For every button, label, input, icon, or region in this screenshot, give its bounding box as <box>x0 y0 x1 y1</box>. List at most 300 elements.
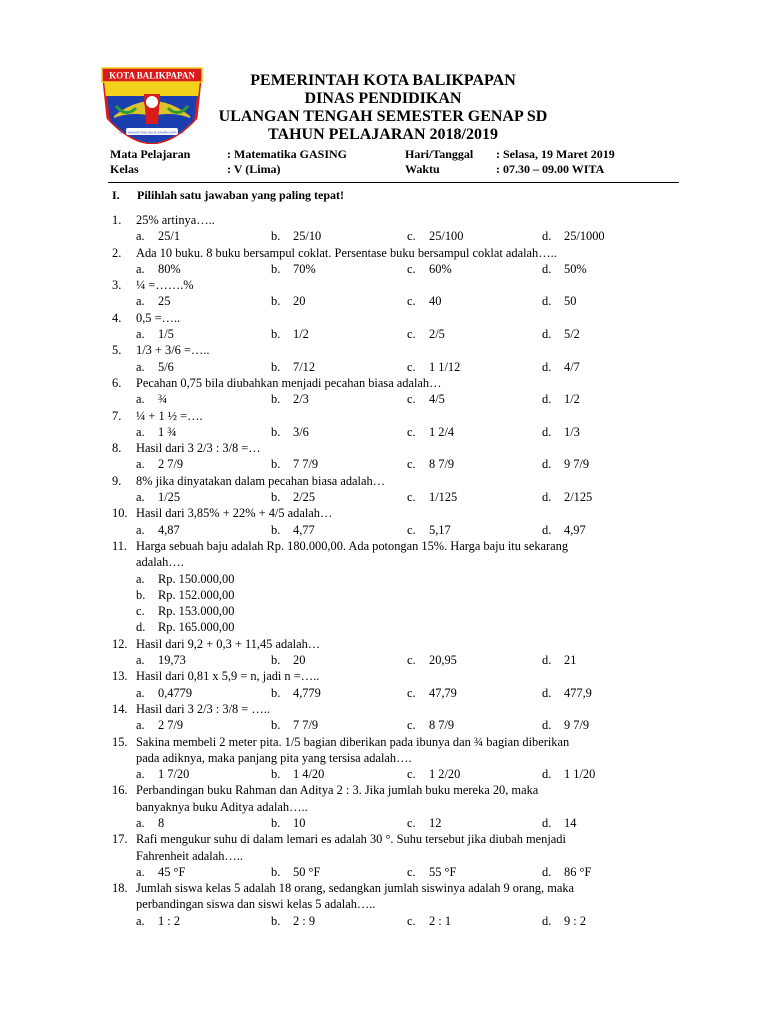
option-letter: a. <box>136 522 145 537</box>
option-text: 45 °F <box>158 864 186 879</box>
option-letter: a. <box>136 685 145 700</box>
option-letter: c. <box>407 653 416 668</box>
question-text: Hasil dari 3,85% + 22% + 4/5 adalah… <box>136 506 333 521</box>
question-text: Hasil dari 0,81 x 5,9 = n, jadi n =….. <box>136 669 320 684</box>
option-text: Rp. 165.000,00 <box>158 620 235 635</box>
option-text: 1 4/20 <box>293 767 325 782</box>
option-text: 7 7/9 <box>293 718 319 733</box>
answer-option <box>407 815 442 831</box>
answer-option <box>271 717 319 733</box>
answer-option <box>542 261 587 277</box>
option-text: 25/1 <box>158 229 181 244</box>
answer-option <box>407 522 451 538</box>
answer-option <box>136 359 174 375</box>
question-line <box>0 342 768 358</box>
answer-option <box>271 522 315 538</box>
question-text: Rafi mengukur suhu di dalam lemari es adalah 30 °. Suhu tersebut jika diubah menjadi <box>136 832 566 847</box>
option-letter: d. <box>542 229 552 244</box>
question-item <box>0 831 768 880</box>
answer-option <box>407 359 461 375</box>
class-value: : V (Lima) <box>227 162 281 176</box>
section-title: Pilihlah satu jawaban yang paling tepat! <box>137 188 345 202</box>
option-text: 2/5 <box>429 327 445 342</box>
option-letter: b. <box>271 685 281 700</box>
option-letter: c. <box>136 604 145 619</box>
option-letter: d. <box>542 490 552 505</box>
answer-option <box>136 766 190 782</box>
option-letter: b. <box>271 490 281 505</box>
header-line-3: ULANGAN TENGAH SEMESTER GENAP SD <box>218 108 548 125</box>
option-line <box>0 766 768 782</box>
answer-option <box>407 685 457 701</box>
answer-option <box>542 717 590 733</box>
option-text: 1 2/20 <box>429 767 461 782</box>
option-text: 4/5 <box>429 392 445 407</box>
option-text: 1 2/4 <box>429 424 455 439</box>
option-text: 1/5 <box>158 327 174 342</box>
answer-option <box>542 815 577 831</box>
question-item <box>0 440 768 473</box>
question-text: adalah…. <box>136 555 184 570</box>
option-text: 1 1/12 <box>429 359 461 374</box>
answer-option <box>271 815 306 831</box>
option-line <box>0 864 768 880</box>
question-item <box>0 277 768 310</box>
option-text: 2 : 1 <box>429 913 452 928</box>
question-number: 16. <box>112 783 128 798</box>
answer-option <box>407 717 455 733</box>
option-letter: a. <box>136 457 145 472</box>
option-letter: a. <box>136 767 145 782</box>
option-text: 25 <box>158 294 171 309</box>
option-letter: d. <box>542 718 552 733</box>
question-number: 9. <box>112 473 122 488</box>
option-letter: b. <box>271 767 281 782</box>
question-text: 25% artinya….. <box>136 213 215 227</box>
option-letter: b. <box>271 522 281 537</box>
answer-option <box>271 652 306 668</box>
question-line <box>0 831 768 847</box>
answer-option <box>136 261 181 277</box>
option-line <box>0 522 768 538</box>
option-letter: c. <box>407 815 416 830</box>
question-item <box>0 701 768 734</box>
option-text: 20 <box>293 294 306 309</box>
option-letter: c. <box>407 392 416 407</box>
answer-option <box>271 456 319 472</box>
answer-option <box>407 391 445 407</box>
question-line <box>0 277 768 293</box>
option-letter: d. <box>542 457 552 472</box>
option-letter: c. <box>407 490 416 505</box>
question-number: 7. <box>112 408 122 423</box>
date-label: Hari/Tanggal <box>405 147 474 161</box>
option-letter: d. <box>542 815 552 830</box>
option-text: Rp. 153.000,00 <box>158 604 235 619</box>
option-text: 50 <box>564 294 577 309</box>
question-item <box>0 473 768 506</box>
option-letter: a. <box>136 392 145 407</box>
option-letter: a. <box>136 864 145 879</box>
option-text: 20,95 <box>429 653 457 668</box>
answer-option <box>407 326 445 342</box>
question-text: Hasil dari 3 2/3 : 3/8 = ….. <box>136 701 270 716</box>
option-line <box>0 571 768 587</box>
option-text: 5/6 <box>158 359 174 374</box>
question-text: banyaknya buku Aditya adalah….. <box>136 799 308 814</box>
answer-option <box>136 293 171 309</box>
option-line <box>0 293 768 309</box>
logo-motto: GAWI MANUNTUNG WAJA SAMPAI KAPUTING <box>119 130 185 135</box>
question-number: 3. <box>112 278 122 293</box>
option-line <box>0 489 768 505</box>
option-letter: a. <box>136 424 145 439</box>
option-text: Rp. 150.000,00 <box>158 571 235 586</box>
question-item <box>0 342 768 375</box>
answer-option <box>407 293 442 309</box>
answer-option <box>542 864 592 880</box>
question-line <box>0 310 768 326</box>
option-letter: d. <box>542 653 552 668</box>
question-item <box>0 782 768 831</box>
option-letter: c. <box>407 261 416 276</box>
question-list <box>0 212 768 929</box>
logo-text: KOTA BALIKPAPAN <box>109 70 195 81</box>
question-item <box>0 212 768 245</box>
answer-option <box>271 228 322 244</box>
time-label: Waktu <box>405 162 440 176</box>
answer-option <box>542 522 586 538</box>
answer-option <box>136 522 180 538</box>
option-letter: a. <box>136 261 145 276</box>
option-letter: c. <box>407 685 416 700</box>
option-letter: b. <box>271 327 281 342</box>
option-letter: b. <box>271 718 281 733</box>
option-text: 50% <box>564 261 587 276</box>
answer-option <box>542 391 580 407</box>
option-text: 477,9 <box>564 685 592 700</box>
option-line <box>0 261 768 277</box>
answer-option <box>136 652 186 668</box>
option-line <box>0 913 768 929</box>
option-letter: b. <box>271 424 281 439</box>
question-line <box>0 473 768 489</box>
answer-option <box>542 456 590 472</box>
option-line <box>0 587 768 603</box>
answer-option <box>271 359 316 375</box>
answer-option <box>542 424 580 440</box>
answer-option <box>136 864 186 880</box>
question-item <box>0 505 768 538</box>
question-text: Ada 10 buku. 8 buku bersampul coklat. Persentase buku bersampul coklat adalah….. <box>136 245 557 260</box>
option-text: 10 <box>293 815 306 830</box>
option-letter: a. <box>136 327 145 342</box>
answer-option <box>136 571 235 587</box>
question-line <box>0 212 768 228</box>
question-number: 6. <box>112 375 122 390</box>
option-letter: d. <box>542 864 552 879</box>
answer-option <box>136 424 177 440</box>
answer-option <box>271 864 321 880</box>
question-item <box>0 880 768 929</box>
question-text: Harga sebuah baju adalah Rp. 180.000,00. Ada potongan 15%. Harga baju itu sekarang <box>136 538 569 553</box>
question-number: 18. <box>112 881 128 896</box>
option-line <box>0 815 768 831</box>
option-text: 0,4779 <box>158 685 193 700</box>
question-item <box>0 375 768 408</box>
exam-info-row-1 <box>110 147 670 162</box>
option-text: 5/2 <box>564 327 580 342</box>
option-text: 80% <box>158 261 181 276</box>
option-letter: d. <box>136 620 146 635</box>
question-text: Perbandingan buku Rahman dan Aditya 2 : 3. Jika jumlah buku mereka 20, maka <box>136 783 539 798</box>
question-line <box>0 750 768 766</box>
question-number: 4. <box>112 310 122 325</box>
option-text: 55 °F <box>429 864 457 879</box>
question-text: Jumlah siswa kelas 5 adalah 18 orang, sedangkan jumlah siswinya adalah 9 orang, maka <box>136 881 575 896</box>
question-line <box>0 538 768 554</box>
exam-info <box>110 147 670 177</box>
question-number: 8. <box>112 441 122 456</box>
question-item <box>0 310 768 343</box>
option-letter: a. <box>136 913 145 928</box>
option-text: 4,97 <box>564 522 586 537</box>
answer-option <box>407 652 457 668</box>
question-text: Sakina membeli 2 meter pita. 1/5 bagian diberikan pada ibunya dan ¾ bagian diberikan <box>136 734 570 749</box>
option-letter: c. <box>407 767 416 782</box>
option-text: 47,79 <box>429 685 457 700</box>
option-text: ¾ <box>158 392 168 407</box>
question-number: 5. <box>112 343 122 358</box>
option-text: 2/3 <box>293 392 309 407</box>
question-text: Fahrenheit adalah….. <box>136 848 244 863</box>
question-line <box>0 880 768 896</box>
question-text: pada adiknya, maka panjang pita yang tersisa adalah…. <box>136 750 412 765</box>
option-text: 8 <box>158 815 165 830</box>
answer-option <box>136 717 184 733</box>
option-text: 60% <box>429 261 452 276</box>
option-text: 12 <box>429 815 442 830</box>
subject-label: Mata Pelajaran <box>110 147 191 161</box>
exam-info-row-2 <box>110 162 670 177</box>
answer-option <box>271 685 321 701</box>
answer-option <box>542 228 605 244</box>
option-letter: c. <box>407 229 416 244</box>
answer-option <box>407 766 461 782</box>
question-item <box>0 636 768 669</box>
option-line <box>0 424 768 440</box>
question-line <box>0 896 768 912</box>
answer-option <box>542 489 593 505</box>
question-line <box>0 848 768 864</box>
answer-option <box>542 766 596 782</box>
answer-option <box>271 766 325 782</box>
option-text: 1/2 <box>293 327 309 342</box>
answer-option <box>271 913 316 929</box>
option-letter: c. <box>407 327 416 342</box>
option-letter: b. <box>271 864 281 879</box>
option-letter: c. <box>407 718 416 733</box>
answer-option <box>542 293 577 309</box>
question-line <box>0 636 768 652</box>
option-line <box>0 456 768 472</box>
question-number: 14. <box>112 701 128 716</box>
answer-option <box>271 391 309 407</box>
option-letter: d. <box>542 522 552 537</box>
option-letter: b. <box>271 392 281 407</box>
option-letter: d. <box>542 767 552 782</box>
question-number: 15. <box>112 734 128 749</box>
answer-option <box>136 456 184 472</box>
answer-option <box>136 913 181 929</box>
question-item <box>0 668 768 701</box>
option-text: 21 <box>564 653 577 668</box>
option-letter: b. <box>271 294 281 309</box>
option-letter: b. <box>271 261 281 276</box>
answer-option <box>271 326 309 342</box>
subject-value: : Matematika GASING <box>227 147 347 161</box>
answer-option <box>271 293 306 309</box>
document-header <box>190 72 576 144</box>
question-number: 13. <box>112 669 128 684</box>
header-line-4: TAHUN PELAJARAN 2018/2019 <box>268 126 498 143</box>
question-number: 10. <box>112 506 128 521</box>
option-letter: a. <box>136 571 145 586</box>
option-text: 1/25 <box>158 490 181 505</box>
answer-option <box>136 326 174 342</box>
option-letter: c. <box>407 294 416 309</box>
option-text: 4,779 <box>293 685 321 700</box>
option-letter: a. <box>136 229 145 244</box>
option-letter: a. <box>136 653 145 668</box>
option-text: 70% <box>293 261 316 276</box>
option-letter: a. <box>136 294 145 309</box>
option-letter: a. <box>136 490 145 505</box>
option-letter: b. <box>271 913 281 928</box>
question-number: 2. <box>112 245 122 260</box>
question-number: 17. <box>112 832 128 847</box>
option-text: 25/100 <box>429 229 464 244</box>
question-text: 8% jika dinyatakan dalam pecahan biasa adalah… <box>136 473 386 488</box>
option-letter: d. <box>542 261 552 276</box>
option-text: 2/125 <box>564 490 593 505</box>
option-text: 1 : 2 <box>158 913 181 928</box>
option-letter: c. <box>407 913 416 928</box>
option-text: 86 °F <box>564 864 592 879</box>
question-number: 1. <box>112 213 122 227</box>
time-value: : 07.30 – 09.00 WITA <box>496 162 605 176</box>
option-letter: c. <box>407 457 416 472</box>
option-letter: a. <box>136 718 145 733</box>
question-line <box>0 505 768 521</box>
option-letter: d. <box>542 294 552 309</box>
option-letter: b. <box>136 587 146 602</box>
answer-option <box>542 652 577 668</box>
option-text: 1/3 <box>564 424 580 439</box>
option-line <box>0 228 768 244</box>
option-letter: c. <box>407 522 416 537</box>
question-line <box>0 701 768 717</box>
answer-option <box>407 424 455 440</box>
option-line <box>0 652 768 668</box>
option-letter: c. <box>407 424 416 439</box>
question-number: 11. <box>112 538 128 553</box>
answer-option <box>136 603 235 619</box>
option-line <box>0 391 768 407</box>
question-text: ¼ + 1 ½ =…. <box>136 408 203 423</box>
answer-option <box>407 261 452 277</box>
option-text: 2 7/9 <box>158 718 184 733</box>
question-line <box>0 782 768 798</box>
option-letter: d. <box>542 685 552 700</box>
answer-option <box>407 913 452 929</box>
question-line <box>0 375 768 391</box>
option-text: 19,73 <box>158 653 186 668</box>
answer-option <box>271 489 316 505</box>
option-line <box>0 717 768 733</box>
option-text: 4/7 <box>564 359 580 374</box>
answer-option <box>542 685 592 701</box>
option-letter: b. <box>271 457 281 472</box>
question-item <box>0 408 768 441</box>
option-letter: b. <box>271 815 281 830</box>
option-letter: c. <box>407 864 416 879</box>
option-letter: d. <box>542 913 552 928</box>
answer-option <box>407 864 457 880</box>
header-divider <box>108 182 679 183</box>
option-text: 3/6 <box>293 424 309 439</box>
option-text: Rp. 152.000,00 <box>158 587 235 602</box>
question-line <box>0 440 768 456</box>
question-item <box>0 538 768 636</box>
question-text: Hasil dari 9,2 + 0,3 + 11,45 adalah… <box>136 636 321 651</box>
question-line <box>0 734 768 750</box>
date-value: : Selasa, 19 Maret 2019 <box>496 147 615 161</box>
option-letter: b. <box>271 653 281 668</box>
header-line-1: PEMERINTAH KOTA BALIKPAPAN <box>250 72 516 89</box>
option-text: 8 7/9 <box>429 718 455 733</box>
option-text: 9 7/9 <box>564 457 590 472</box>
option-text: 5,17 <box>429 522 451 537</box>
option-text: 1/125 <box>429 490 458 505</box>
answer-option <box>136 619 235 635</box>
option-text: 9 7/9 <box>564 718 590 733</box>
answer-option <box>271 261 316 277</box>
option-text: 20 <box>293 653 306 668</box>
question-text: 1/3 + 3/6 =….. <box>136 343 210 358</box>
answer-option <box>136 815 165 831</box>
option-text: 1 ¾ <box>158 424 177 439</box>
option-text: 25/1000 <box>564 229 605 244</box>
answer-option <box>407 456 455 472</box>
question-line <box>0 668 768 684</box>
option-text: 14 <box>564 815 577 830</box>
option-line <box>0 603 768 619</box>
option-line <box>0 619 768 635</box>
option-letter: d. <box>542 327 552 342</box>
question-text: perbandingan siswa dan siswi kelas 5 adalah….. <box>136 897 376 912</box>
option-text: 7/12 <box>293 359 316 374</box>
answer-option <box>271 424 309 440</box>
answer-option <box>542 359 580 375</box>
option-text: 1 1/20 <box>564 767 596 782</box>
question-line <box>0 799 768 815</box>
answer-option <box>136 489 181 505</box>
option-letter: d. <box>542 392 552 407</box>
question-line <box>0 554 768 570</box>
header-line-2: DINAS PENDIDIKAN <box>304 90 462 107</box>
option-text: 8 7/9 <box>429 457 455 472</box>
